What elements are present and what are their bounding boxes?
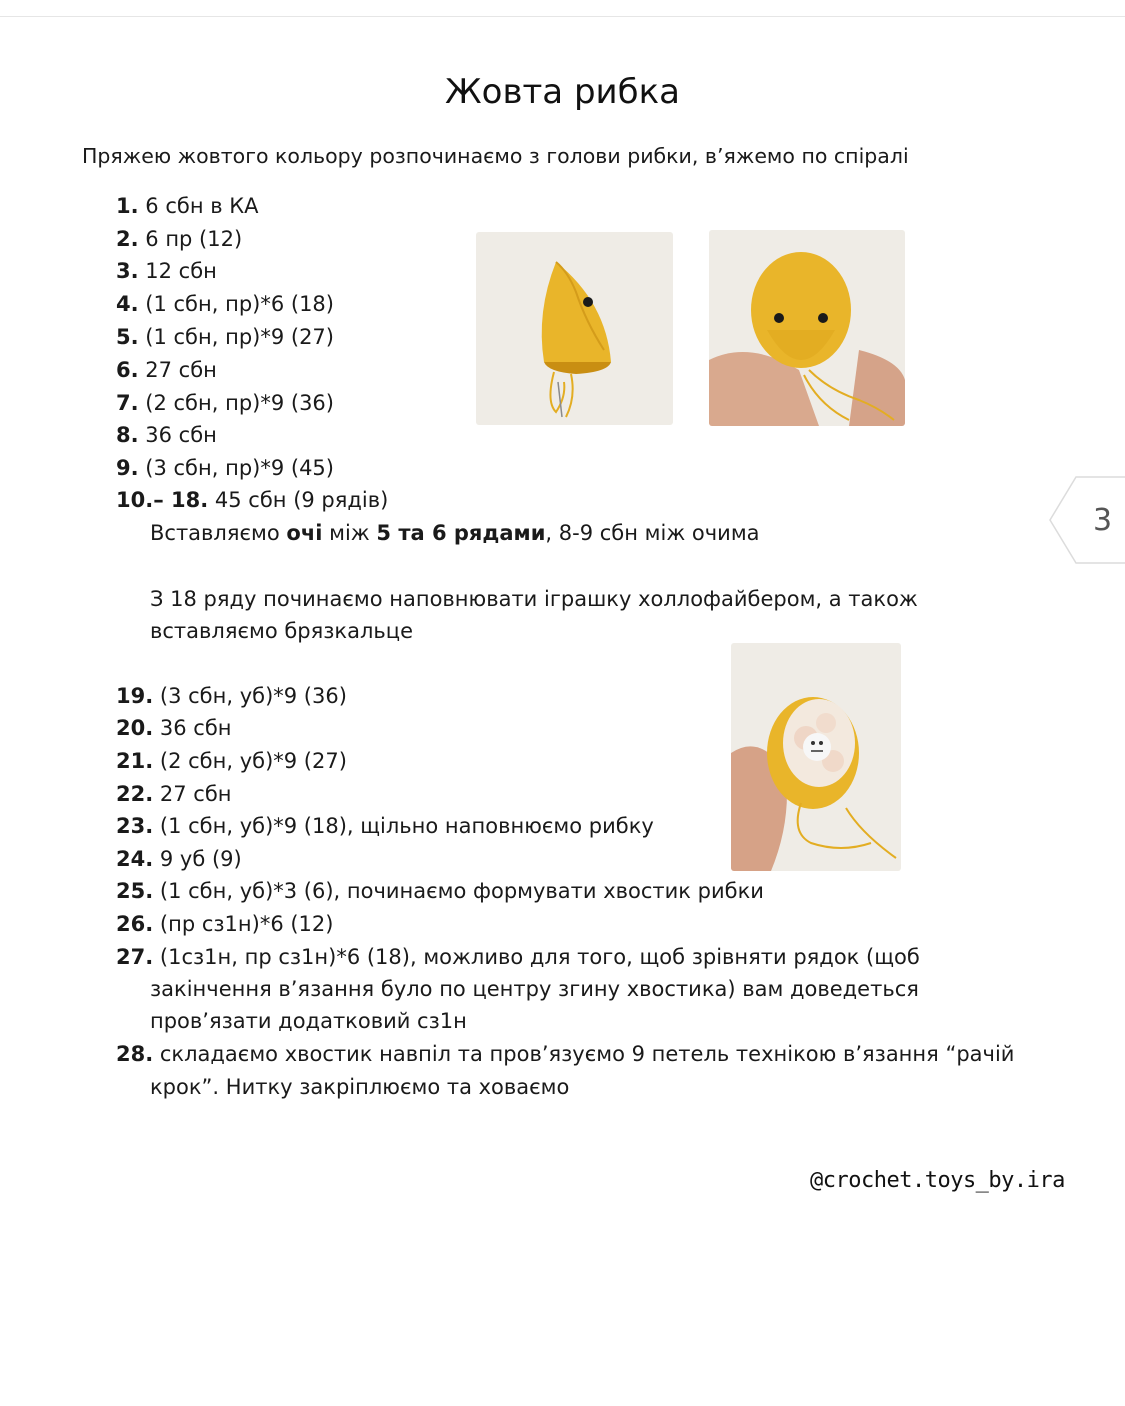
step-text: 27 сбн: [145, 358, 217, 382]
photo-head-filling-image: [731, 643, 901, 871]
step-text: (2 сбн, пр)*9 (36): [145, 391, 334, 415]
step-number: 27.: [116, 945, 154, 969]
step-row: [116, 716, 232, 740]
step-row: [116, 945, 920, 969]
eyes-note-bold: очі: [286, 521, 323, 545]
step-row: [116, 391, 334, 415]
step-row: [116, 814, 654, 838]
step-text: (1сз1н, пр сз1н)*6 (18), можливо для того, щоб зрівняти рядок (щоб: [159, 945, 920, 969]
step-row: [116, 488, 388, 512]
eyes-note-text: , 8-9 сбн між очима: [545, 521, 760, 545]
step-continuation: пров’язати додатковий сз1н: [150, 1009, 467, 1033]
page-number: 3: [1093, 503, 1113, 538]
photo-head-filling: [731, 643, 901, 871]
step-row: [116, 358, 217, 382]
step-number: 21.: [116, 749, 154, 773]
step-row: [116, 912, 333, 936]
step-number: 28.: [116, 1042, 154, 1066]
step-text: (3 сбн, уб)*9 (36): [159, 684, 347, 708]
step-row: [116, 292, 334, 316]
page-title: Жовта рибка: [445, 72, 680, 112]
top-divider: [0, 16, 1125, 17]
filling-note-line: вставляємо брязкальце: [150, 619, 413, 643]
intro-text: Пряжею жовтого кольору розпочинаємо з голови рибки, в’яжемо по спіралі: [82, 144, 909, 168]
step-number: 25.: [116, 879, 154, 903]
step-text: 36 сбн: [145, 423, 217, 447]
step-row: [116, 227, 242, 251]
step-text: 36 сбн: [159, 716, 232, 740]
step-continuation: закінчення в’язання було по центру згину хвостика) вам доведеться: [150, 977, 919, 1001]
eyes-note-text: між: [322, 521, 377, 545]
step-text: складаємо хвостик навпіл та пров’язуємо 9 петель технікою в’язання “рачій: [159, 1042, 1015, 1066]
step-text: 12 сбн: [145, 259, 217, 283]
step-text: 6 сбн в КА: [145, 194, 259, 218]
step-row: [116, 259, 217, 283]
step-number: 6.: [116, 358, 139, 382]
photo-head-front-image: [709, 230, 905, 426]
eyes-note-bold: 5 та 6 рядами: [376, 521, 546, 545]
step-number: 26.: [116, 912, 154, 936]
step-number: 24.: [116, 847, 154, 871]
step-text: (3 сбн, пр)*9 (45): [145, 456, 334, 480]
step-number: 7.: [116, 391, 139, 415]
step-text: (1 сбн, пр)*6 (18): [145, 292, 334, 316]
step-text: 6 пр (12): [145, 227, 243, 251]
step-number: 3.: [116, 259, 139, 283]
eyes-note-text: Вставляємо: [150, 521, 287, 545]
step-number: 19.: [116, 684, 154, 708]
step-continuation: крок”. Нитку закріплюємо та ховаємо: [150, 1075, 570, 1099]
photo-head-front: [709, 230, 905, 426]
step-number: 5.: [116, 325, 139, 349]
step-row: [116, 847, 242, 871]
step-row: [116, 879, 764, 903]
step-text: (пр сз1н)*6 (12): [159, 912, 334, 936]
step-number: 22.: [116, 782, 154, 806]
step-text: (1 сбн, уб)*9 (18), щільно наповнюємо рибку: [159, 814, 654, 838]
step-number: 20.: [116, 716, 154, 740]
step-number: 9.: [116, 456, 139, 480]
step-number: 2.: [116, 227, 139, 251]
step-text: (2 сбн, уб)*9 (27): [159, 749, 347, 773]
step-number: 8.: [116, 423, 139, 447]
photo-head-side-image: [476, 232, 673, 425]
step-text: 45 сбн (9 рядів): [214, 488, 389, 512]
step-number: 4.: [116, 292, 139, 316]
step-text: (1 сбн, пр)*9 (27): [145, 325, 334, 349]
step-row: [116, 749, 347, 773]
page-number-tab: [1046, 476, 1125, 564]
step-row: [116, 456, 334, 480]
step-row: [116, 782, 232, 806]
step-row: [116, 325, 334, 349]
filling-note-line: З 18 ряду починаємо наповнювати іграшку холлофайбером, а також: [150, 587, 918, 611]
step-number: 1.: [116, 194, 139, 218]
step-row: [116, 194, 259, 218]
step-row: [116, 1042, 1014, 1066]
step-row: [116, 423, 217, 447]
author-credit: @crochet.toys_by.ira: [810, 1168, 1065, 1193]
step-text: 27 сбн: [159, 782, 232, 806]
step-number: 10.– 18.: [116, 488, 209, 512]
eyes-note: [150, 521, 760, 545]
step-text: (1 сбн, уб)*3 (6), починаємо формувати хвостик рибки: [159, 879, 764, 903]
step-text: 9 уб (9): [159, 847, 242, 871]
step-row: [116, 684, 347, 708]
step-number: 23.: [116, 814, 154, 838]
photo-head-side: [476, 232, 673, 425]
